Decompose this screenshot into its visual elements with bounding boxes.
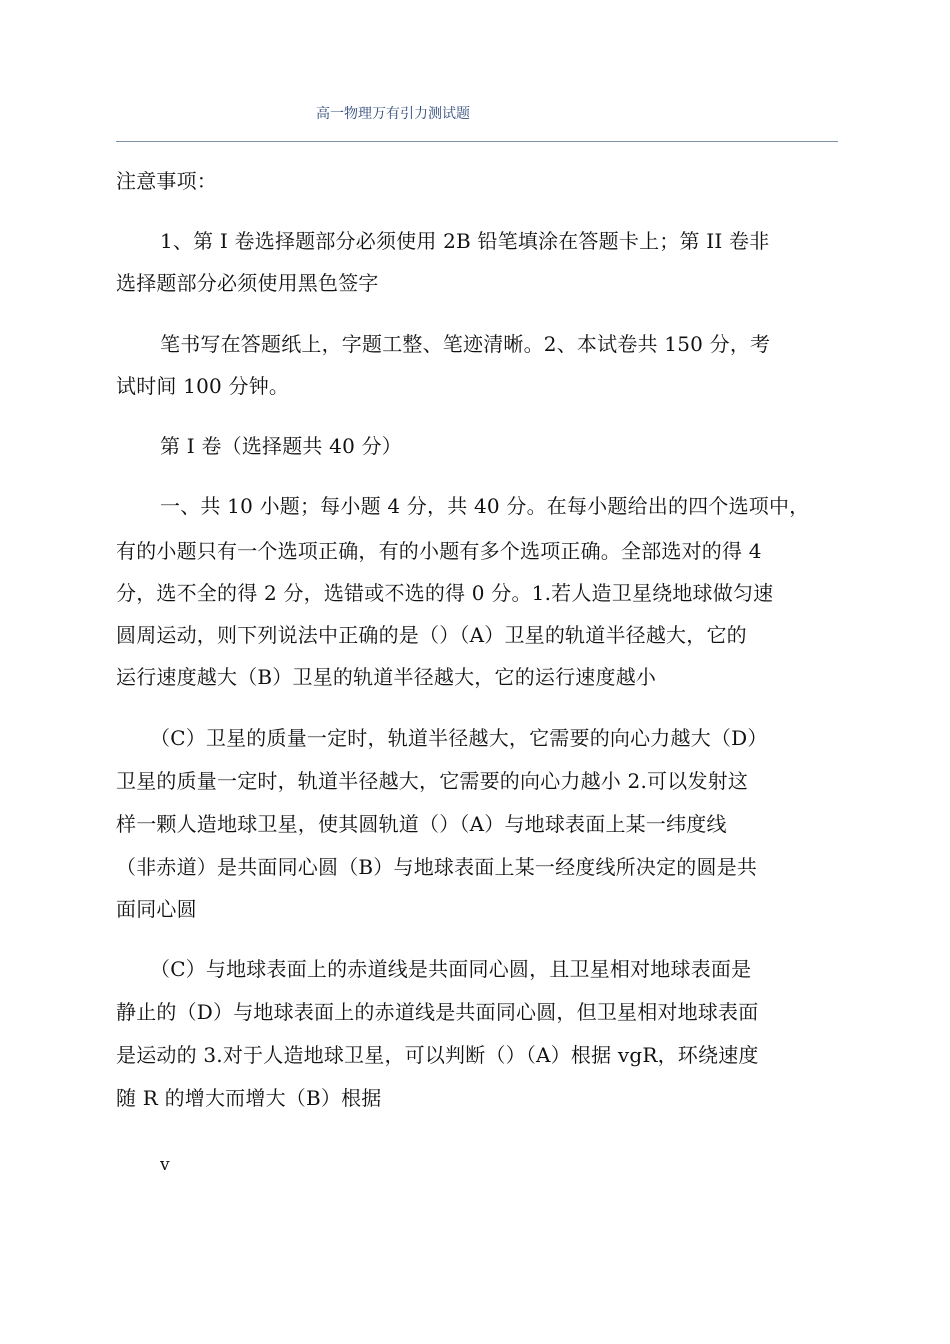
notice-item-2-line-2: 试时间 100 分钟。 — [116, 374, 290, 398]
trailing-fragment: v — [160, 1155, 170, 1175]
page-header-title: 高一物理万有引力测试题 — [316, 106, 470, 122]
paragraph-line: 一、共 10 小题；每小题 4 分，共 40 分。在每小题给出的四个选项中， — [160, 494, 810, 518]
section-title: 第 I 卷（选择题共 40 分） — [160, 434, 402, 458]
paragraph-line: （C）与地球表面上的赤道线是共面同心圆，且卫星相对地球表面是 — [150, 957, 752, 981]
paragraph-line: （C）卫星的质量一定时，轨道半径越大，它需要的向心力越大（D） — [150, 726, 768, 750]
paragraph-line: 有的小题只有一个选项正确，有的小题有多个选项正确。全部选对的得 4 — [116, 539, 762, 563]
paragraph-line: 圆周运动，则下列说法中正确的是（）（A）卫星的轨道半径越大，它的 — [116, 623, 747, 647]
paragraph-line: 面同心圆 — [116, 897, 197, 921]
paragraph-line: 随 R 的增大而增大（B）根据 — [116, 1086, 382, 1110]
paragraph-line: 是运动的 3.对于人造地球卫星，可以判断（）（A）根据 vgR，环绕速度 — [116, 1043, 759, 1067]
notice-item-1-line-2: 选择题部分必须使用黑色签字 — [116, 271, 379, 295]
paragraph-line: （非赤道）是共面同心圆（B）与地球表面上某一经度线所决定的圆是共 — [116, 855, 758, 879]
header-divider — [116, 141, 838, 142]
notice-item-1-line-1: 1、第 I 卷选择题部分必须使用 2B 铅笔填涂在答题卡上；第 II 卷非 — [160, 229, 770, 253]
notice-heading: 注意事项： — [116, 169, 217, 193]
paragraph-line: 分，选不全的得 2 分，选错或不选的得 0 分。1.若人造卫星绕地球做匀速 — [116, 581, 774, 605]
paragraph-line: 静止的（D）与地球表面上的赤道线是共面同心圆，但卫星相对地球表面 — [116, 1000, 759, 1024]
paragraph-line: 运行速度越大（B）卫星的轨道半径越大，它的运行速度越小 — [116, 665, 657, 689]
paragraph-line: 卫星的质量一定时，轨道半径越大，它需要的向心力越小 2.可以发射这 — [116, 769, 749, 793]
paragraph-line: 样一颗人造地球卫星，使其圆轨道（）（A）与地球表面上某一纬度线 — [116, 812, 727, 836]
notice-item-2-line-1: 笔书写在答题纸上，字题工整、笔迹清晰。2、本试卷共 150 分，考 — [160, 332, 771, 356]
